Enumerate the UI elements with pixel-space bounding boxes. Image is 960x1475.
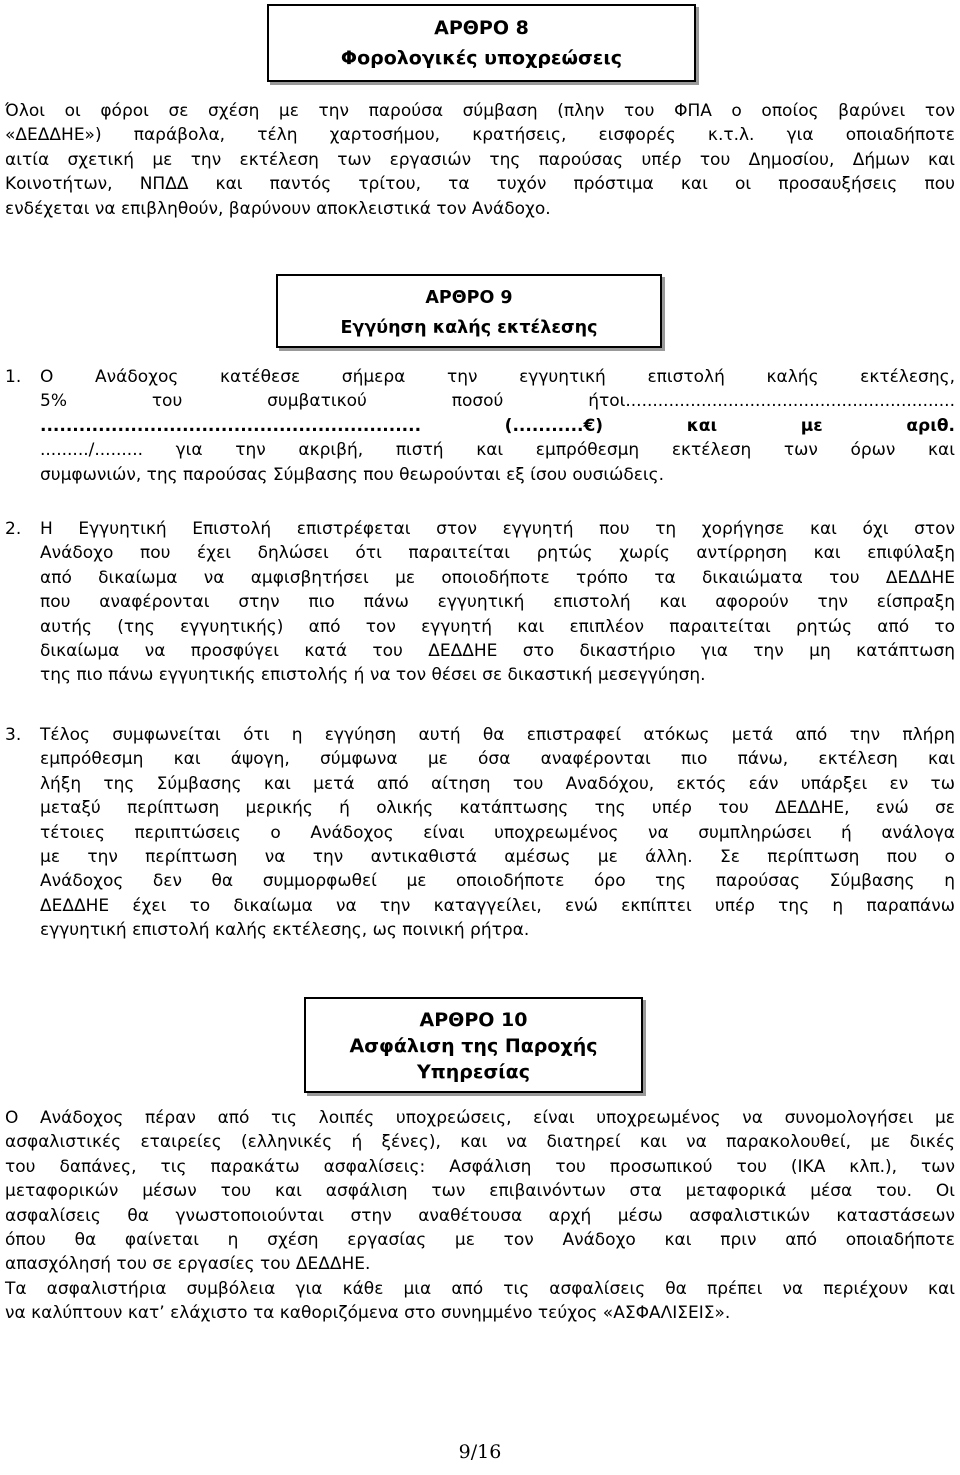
text-line: ........./......... για την ακριβή, πιστή και εμπρόθεσμη εκτέλεση των όρων και (40, 440, 955, 461)
text-line: ενδέχεται να επιβληθούν, βαρύνουν αποκλειστικά τον Ανάδοχο. (5, 198, 551, 219)
text-line: εγγυητική επιστολή καλής εκτέλεσης, ως ποινική ρήτρα. (40, 920, 530, 941)
text-line: με την περίπτωση να την αντικαθιστά αμέσως με άλλη. Σε περίπτωση που ο (40, 847, 955, 868)
text-line: που αναφέρονται στην πιο πάνω εγγυητική επιστολή και αφορούν την είσπραξη (40, 592, 955, 613)
text-line: Όλοι οι φόροι σε σχέση με την παρούσα σύμβαση (πλην του ΦΠΑ ο οποίος βαρύνει τον (5, 101, 955, 121)
text-line: της πιο πάνω εγγυητικής επιστολής ή να τον θέσει σε δικαστική μεσεγγύηση. (40, 665, 706, 686)
article-10-title-line-2: Υπηρεσίας (416, 1061, 530, 1083)
text-line: Ανάδοχος δεν θα συμμορφωθεί με οποιοδήποτε όρο της παρούσας Σύμβασης η (40, 871, 955, 892)
item-number: 1. (5, 367, 22, 387)
text-line: 5% του συμβατικού ποσού ήτοι............................................................. (40, 391, 955, 412)
article-9-item-1 (40, 365, 955, 487)
article-8-heading: ΑΡΘΡΟ 8 (434, 17, 529, 39)
article-10-heading: ΑΡΘΡΟ 10 (419, 1009, 528, 1031)
text-line: μεταφορικών μέσων του και ασφάλιση των επιβαινόντων στα μεταφορικά μέσα του. Οι (5, 1181, 955, 1202)
text-line: ασφαλίσεις θα γνωστοποιούνται στην αναθέτουσα αρχή μέσω ασφαλιστικών καταστάσεων (5, 1205, 955, 1226)
text-line: τέτοιες περιπτώσεις ο Ανάδοχος είναι υποχρεωμένος να συμπληρώσει ή ανάλογα (40, 822, 955, 843)
article-9-item-2 (40, 517, 955, 688)
item-number: 3. (5, 725, 22, 745)
text-line: Τέλος συμφωνείται ότι η εγγύηση αυτή θα επιστραφεί ατόκως μετά από την πλήρη (40, 725, 955, 745)
text-line: όπου θα φαίνεται η σχέση εργασίας με τον Ανάδοχο και πριν από οποιαδήποτε (5, 1230, 955, 1251)
text-line: του δαπάνες, τις παρακάτω ασφαλίσεις: Ασφάλιση του προσωπικού του (ΙΚΑ κλπ.), των (5, 1156, 955, 1177)
article-8-title: Φορολογικές υποχρεώσεις (340, 47, 623, 69)
article-8-heading-box (267, 4, 696, 82)
text-line: «ΔΕΔΔΗΕ») παράβολα, τέλη χαρτοσήμου, κρατήσεις, εισφορές κ.τ.λ. για οποιαδήποτε (5, 125, 955, 146)
text-line: μεταξύ περίπτωση μερικής ή ολικής κατάπτωσης της υπέρ του ΔΕΔΔΗΕ, ενώ σε (40, 798, 955, 819)
text-line: Ο Ανάδοχος πέραν από τις λοιπές υποχρεώσεις, είναι υποχρεωμένος να συνομολογήσει με (5, 1108, 955, 1128)
article-10-heading-box (304, 997, 643, 1093)
item-number: 2. (5, 519, 22, 539)
page-number: 9/16 (458, 1441, 502, 1463)
text-line: απασχόλησή του σε εργασίες του ΔΕΔΔΗΕ. (5, 1254, 371, 1275)
text-line: ........................................................... (...........€) και με αριθ. (40, 415, 955, 436)
article-9-heading: ΑΡΘΡΟ 9 (425, 288, 513, 308)
article-10-title-line-1: Ασφάλιση της Παροχής (349, 1035, 598, 1057)
text-line: ασφαλιστικές εταιρείες (ελληνικές ή ξένες), και να διατηρεί και να παρακολουθεί, με δικές (5, 1132, 955, 1153)
text-line: Ανάδοχο που έχει δηλώσει ότι παραιτείται ρητώς χωρίς αντίρρηση και επιφύλαξη (40, 543, 955, 564)
text-line: Η Εγγυητική Επιστολή επιστρέφεται στον εγγυητή που τη χορήγησε και όχι στον (40, 519, 955, 539)
text-line: εμπρόθεσμη και άψογη, σύμφωνα με όσα αναφέρονται πιο πάνω, εκτέλεση και (40, 749, 955, 770)
text-line: λήξη της Σύμβασης και μετά από αίτηση του Αναδόχου, εκτός εάν υπάρξει εν τω (40, 773, 955, 794)
article-9-title: Εγγύηση καλής εκτέλεσης (340, 318, 598, 338)
text-line: αιτία σχετική με την εκτέλεση των εργασιών της παρούσας υπέρ του Δημοσίου, Δήμων και (5, 149, 955, 170)
text-line: δικαίωμα να προσφύγει κατά του ΔΕΔΔΗΕ στο δικαστήριο για την μη κατάπτωση (40, 641, 955, 662)
article-9-item-3 (40, 723, 955, 943)
text-line: αυτής (της εγγυητικής) από τον εγγυητή και επιπλέον παραιτείται ρητώς από το (40, 616, 955, 637)
text-line: να καλύπτουν κατ’ ελάχιστο τα καθοριζόμενα στο συνημμένο τεύχος «ΑΣΦΑΛΙΣΕΙΣ». (5, 1303, 731, 1324)
text-line: συμφωνιών, της παρούσας Σύμβασης που θεωρούνται εξ ίσου ουσιώδεις. (40, 464, 665, 485)
text-line: από δικαίωμα να αμφισβητήσει με οποιοδήποτε τρόπο τα δικαιώματα του ΔΕΔΔΗΕ (40, 567, 955, 588)
article-9-heading-box (276, 274, 662, 348)
text-line: ΔΕΔΔΗΕ έχει το δικαίωμα να την καταγγείλει, ενώ εκπίπτει υπέρ της η παραπάνω (40, 895, 955, 916)
article-8-text (5, 99, 955, 221)
text-line: Ο Ανάδοχος κατέθεσε σήμερα την εγγυητική επιστολή καλής εκτέλεσης, (40, 367, 955, 387)
article-10-text (5, 1106, 955, 1326)
text-line: Κοινοτήτων, ΝΠΔΔ και παντός τρίτου, τα τυχόν πρόστιμα και οι προσαυξήσεις που (5, 174, 955, 195)
text-line: Τα ασφαλιστήρια συμβόλεια για κάθε μια από τις ασφαλίσεις θα πρέπει να περιέχουν και (5, 1278, 955, 1299)
